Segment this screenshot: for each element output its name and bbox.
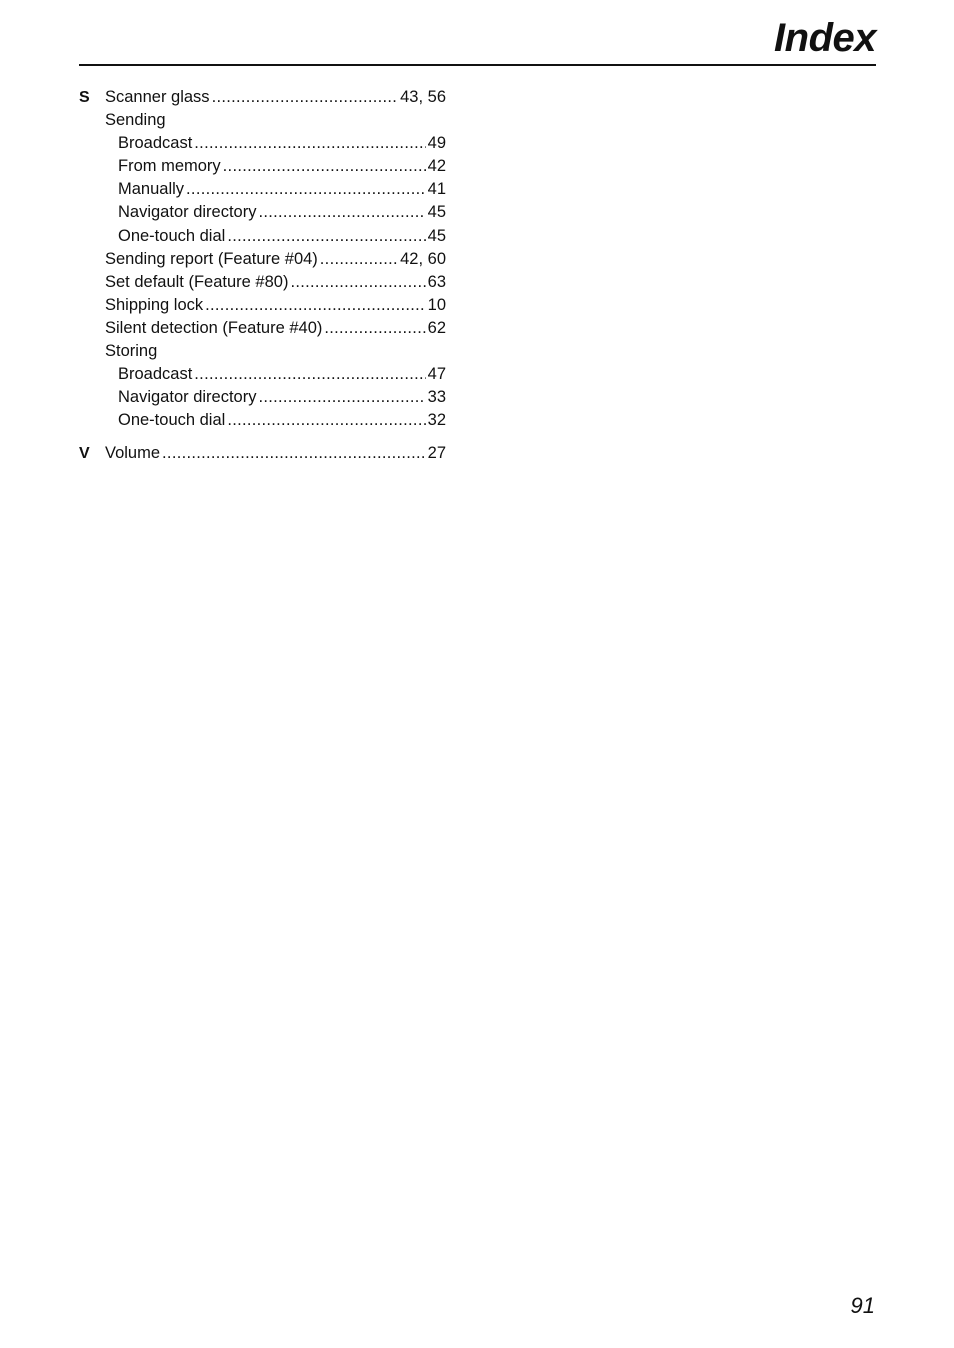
index-entry bbox=[105, 271, 446, 294]
index-entry bbox=[105, 294, 446, 317]
index-list bbox=[79, 86, 446, 476]
entry-pages: 27 bbox=[427, 444, 446, 463]
entry-label: Set default (Feature #80) bbox=[105, 272, 289, 291]
dot-leader bbox=[324, 317, 425, 340]
group-letter: S bbox=[79, 89, 90, 106]
index-entry-heading bbox=[105, 340, 446, 363]
index-entry bbox=[105, 317, 446, 340]
entry-label: Manually bbox=[118, 180, 185, 199]
entry-label: Sending report (Feature #04) bbox=[105, 249, 318, 268]
index-subentry bbox=[105, 201, 446, 224]
entry-pages: 41 bbox=[427, 180, 446, 199]
entry-pages: 47 bbox=[427, 365, 446, 384]
index-subentry bbox=[105, 386, 446, 409]
index-entry bbox=[105, 86, 446, 109]
index-subentry bbox=[105, 225, 446, 248]
entry-pages: 62 bbox=[427, 318, 446, 337]
entry-pages: 45 bbox=[427, 203, 446, 222]
index-subentry bbox=[105, 178, 446, 201]
entry-label: Broadcast bbox=[118, 134, 193, 153]
entry-label: Volume bbox=[105, 444, 161, 463]
dot-leader bbox=[162, 442, 426, 465]
entry-label: Silent detection (Feature #40) bbox=[105, 318, 323, 337]
entry-label: One-touch dial bbox=[118, 411, 226, 430]
dot-leader bbox=[194, 132, 425, 155]
dot-leader bbox=[227, 225, 425, 248]
entry-pages: 43, 56 bbox=[400, 88, 446, 106]
dot-leader bbox=[194, 363, 425, 386]
group-letter: V bbox=[79, 445, 90, 463]
entry-label: Navigator directory bbox=[118, 388, 257, 407]
entry-pages: 10 bbox=[427, 295, 446, 314]
entry-label: One-touch dial bbox=[118, 226, 226, 245]
entry-pages: 42 bbox=[427, 157, 446, 176]
index-subentry bbox=[105, 363, 446, 386]
dot-leader bbox=[290, 271, 425, 294]
dot-leader bbox=[205, 294, 425, 317]
page-title: Index bbox=[774, 16, 876, 60]
entry-label: Navigator directory bbox=[118, 203, 257, 222]
page-number: 91 bbox=[850, 1293, 875, 1318]
entry-pages: 32 bbox=[427, 411, 446, 430]
entry-label: Scanner glass bbox=[105, 88, 210, 106]
entry-label: Shipping lock bbox=[105, 295, 204, 314]
dot-leader bbox=[186, 178, 426, 201]
index-subentry bbox=[105, 155, 446, 178]
entry-pages: 45 bbox=[427, 226, 446, 245]
dot-leader bbox=[320, 248, 398, 271]
index-entry-heading bbox=[105, 109, 446, 132]
entry-pages: 33 bbox=[427, 388, 446, 407]
dot-leader bbox=[223, 155, 426, 178]
dot-leader bbox=[258, 201, 425, 224]
entry-label: Sending bbox=[105, 111, 166, 130]
dot-leader bbox=[258, 386, 425, 409]
entry-label: Storing bbox=[105, 342, 158, 361]
group-entries bbox=[105, 442, 446, 465]
group-entries bbox=[105, 86, 446, 432]
entry-label: Broadcast bbox=[118, 365, 193, 384]
dot-leader bbox=[212, 86, 399, 109]
entry-label: From memory bbox=[118, 157, 221, 176]
entry-pages: 63 bbox=[427, 272, 446, 291]
index-group-v bbox=[79, 442, 446, 465]
entry-pages: 49 bbox=[427, 134, 446, 153]
index-subentry bbox=[105, 409, 446, 432]
index-entry bbox=[105, 248, 446, 271]
title-divider bbox=[79, 64, 876, 66]
index-group-s bbox=[79, 86, 446, 432]
index-subentry bbox=[105, 132, 446, 155]
index-entry bbox=[105, 442, 446, 465]
entry-pages: 42, 60 bbox=[400, 249, 446, 268]
dot-leader bbox=[227, 409, 425, 432]
